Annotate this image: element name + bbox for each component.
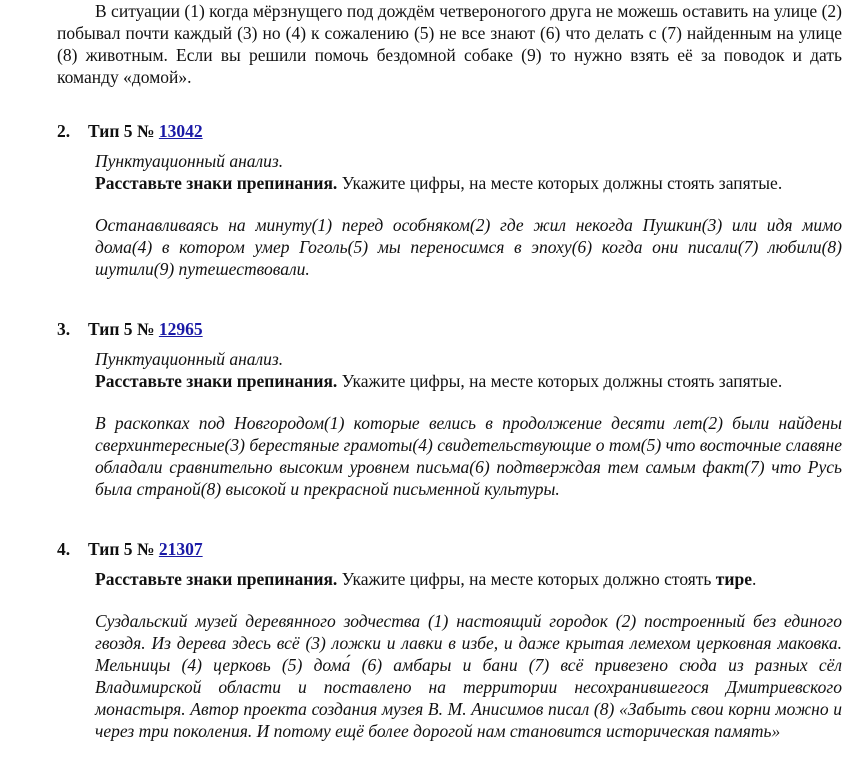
task-instruction [95,370,842,392]
task-2 [57,120,842,280]
instruction-emphasis: тире [715,569,752,589]
task-header [57,318,842,340]
task-header [57,120,842,142]
task-instruction [95,568,842,590]
task-body [95,348,842,392]
instruction-lead: Расставьте знаки препинания. [95,173,338,193]
task-3 [57,318,842,500]
task-id-link[interactable]: 21307 [158,539,203,559]
task-body [95,150,842,194]
task-text: Суздальский музей деревянного зодчества (1) настоящий городок (2) построенный без единого гвоздя. Из дерева здесь всё (3) ложки и лавки в избе, и даже крытая лемехом церковная маковка. Мельницы (4) церковь (5) дома́ (6) амбары и бани (7) всё привезено сюда из разных сёл Владимирской области и поставлено на территории несохранившегося Дмитриевского монастыря. Автор проекта создания музея В. М. Анисимов писал (8) «Забыть свои корни можно и через три поколения. И потому ещё более дорогой нам становится историческая память» [95,611,842,741]
instruction-lead: Расставьте знаки препинания. [95,371,338,391]
task-instruction [95,172,842,194]
instruction-rest: Укажите цифры, на месте которых должно стоять [337,569,716,589]
task-body [95,568,842,590]
intro-paragraph: В ситуации (1) когда мёрзнущего под дождём четвероногого друга не можешь оставить на улице (2) побывал почти каждый (3) но (4) к сожалению (5) не все знают (6) что делать с (7) найденным на улице (8) животным. Если вы решили помочь бездомной собаке (9) то нужно взять её за поводок и дать команду «домой». [57,1,842,87]
task-type-label: Тип 5 № [88,319,155,339]
task-type-label: Тип 5 № [88,121,155,141]
instruction-rest: Укажите цифры, на месте которых должны стоять запятые. [337,371,783,391]
instruction-rest: Укажите цифры, на месте которых должны стоять запятые. [337,173,783,193]
task-header [57,538,842,560]
task-kind: Пунктуационный анализ. [95,349,284,369]
task-id-link[interactable]: 12965 [158,319,203,339]
task-id-link[interactable]: 13042 [158,121,203,141]
task-number: 3. [57,319,71,339]
task-text: В раскопках под Новгородом(1) которые велись в продолжение десяти лет(2) были найдены сверхинтересные(3) берестяные грамоты(4) свидетельствующие о том(5) что восточные славяне обладали сравнительно высоким уровнем письма(6) подтверждая тем самым факт(7) что Русь была страной(8) высокой и прекрасной письменной культуры. [95,413,842,499]
instruction-end: . [751,569,757,589]
instruction-lead: Расставьте знаки препинания. [95,569,338,589]
task-text: Останавливаясь на минуту(1) перед особняком(2) где жил некогда Пушкин(3) или идя мимо дома(4) в котором умер Гоголь(5) мы переносимся в эпоху(6) когда они писали(7) любили(8) шутили(9) путешествовали. [95,215,842,279]
task-4 [57,538,842,742]
task-type-label: Тип 5 № [88,539,155,559]
task-kind: Пунктуационный анализ. [95,151,284,171]
task-number: 2. [57,121,71,141]
task-number: 4. [57,539,71,559]
